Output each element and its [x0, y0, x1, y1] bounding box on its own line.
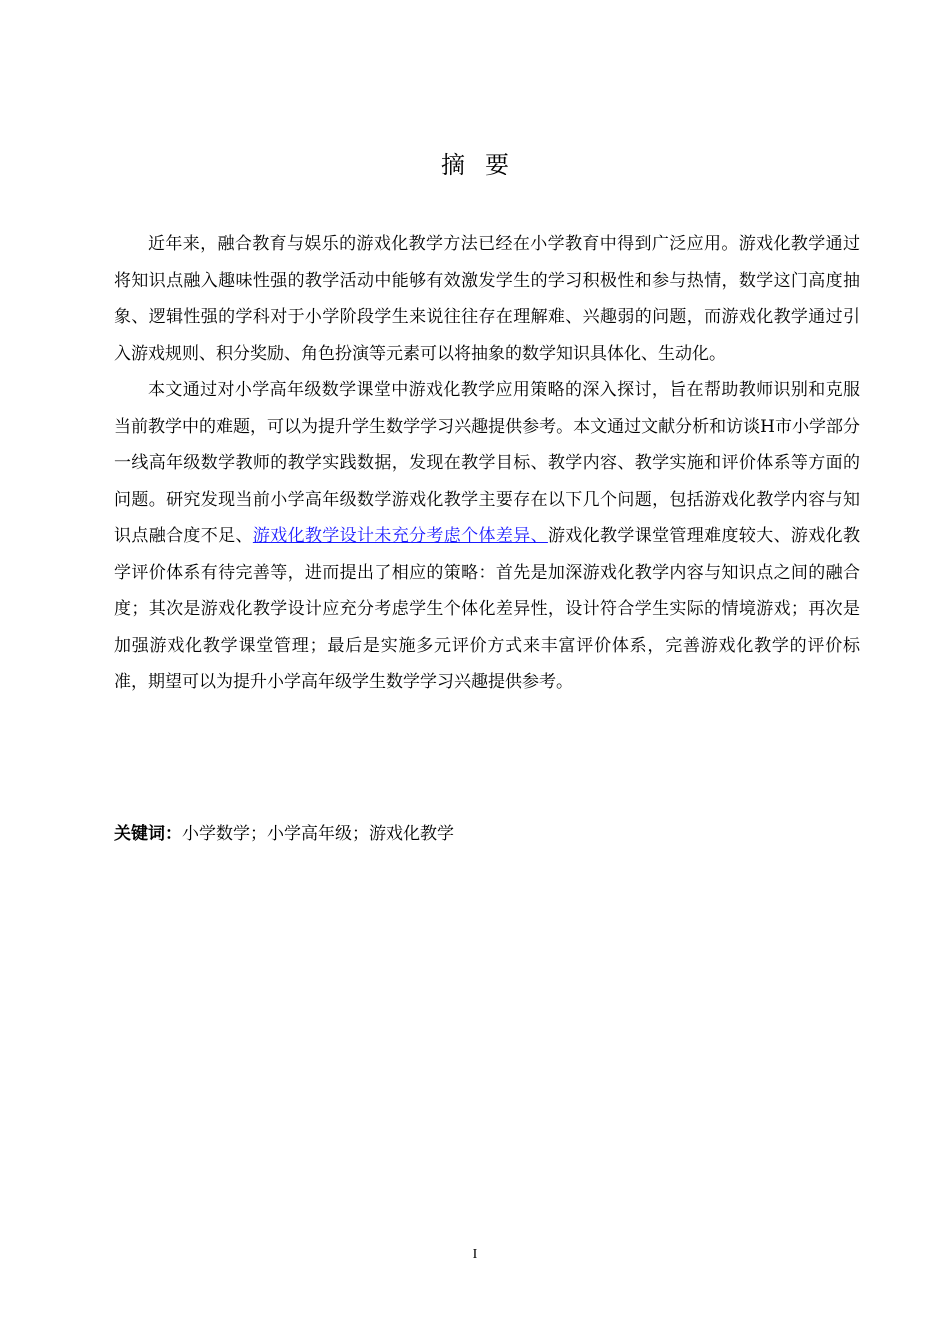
keywords-line — [114, 820, 860, 848]
abstract-body — [114, 226, 860, 701]
keywords-label: 关键词： — [114, 824, 182, 844]
abstract-paragraph-1: 近年来，融合教育与娱乐的游戏化教学方法已经在小学教育中得到广泛应用。游戏化教学通过将知识点融入趣味性强的教学活动中能够有效激发学生的学习积极性和参与热情，数学这门高度抽象、逻辑性强的学科对于小学阶段学生来说往往存在理解难、兴趣弱的问题，而游戏化教学通过引入游戏规则、积分奖励、角色扮演等元素可以将抽象的数学知识具体化、生动化。 — [114, 234, 860, 364]
page-number: I — [472, 1247, 478, 1262]
paragraph-text: 游戏化教学课堂管理难度较大、游戏化教学评价体系有待完善等，进而提出了相应的策略：首先是加深游戏化教学内容与知识点之间的融合度；其次是游戏化教学设计应充分考虑学生个体化差异性，设计符合学生实际的情境游戏；再次是加强游戏化教学课堂管理；最后是实施多元评价方式来丰富评价体系，完善游戏化教学的评价标准，期望可以为提升小学高年级学生数学学习兴趣提供参考。 — [114, 526, 861, 692]
abstract-paragraph-2 — [114, 372, 860, 701]
paragraph-text: 本文通过对小学高年级数学课堂中游戏化教学应用策略的深入探讨，旨在帮助教师识别和克服当前教学中的难题，可以为提升学生数学学习兴趣提供参考。本文通过文献分析和访谈H市小学部分一线高年级数学教师的教学实践数据，发现在教学目标、教学内容、教学实施和评价体系等方面的问题。研究发现当前小学高年级数学游戏化教学主要存在以下几个问题，包括游戏化教学内容与知识点融合度不足、 — [114, 380, 860, 546]
hyperlink-text[interactable]: 游戏化教学设计未充分考虑个体差异、 — [252, 526, 548, 546]
keywords-values: 小学数学；小学高年级；游戏化教学 — [182, 824, 454, 844]
page-title: 摘要 — [441, 151, 529, 179]
